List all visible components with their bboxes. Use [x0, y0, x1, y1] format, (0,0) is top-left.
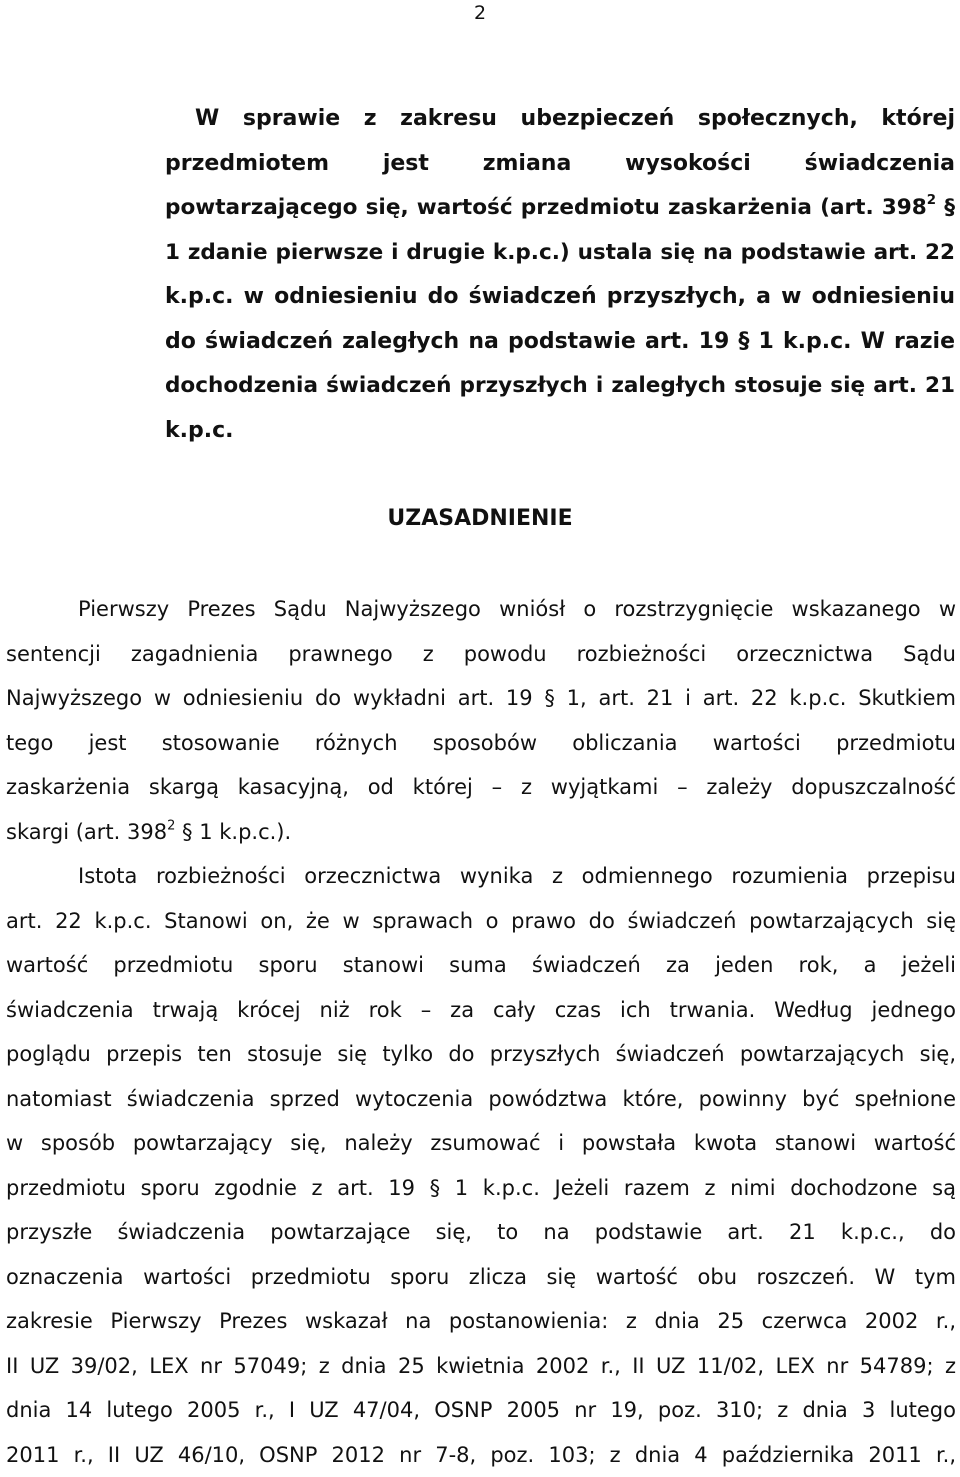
- body-line: skargi (art. $398^2$ § 1 k.p.c.).: [6, 810, 956, 855]
- thesis-line: dochodzenia świadczeń przyszłych i zaległych stosuje się art. 21: [165, 364, 955, 409]
- body-line: zakresie Pierwszy Prezes wskazał na postanowienia: z dnia 25 czerwca 2002 r.,: [6, 1299, 956, 1344]
- superscript: 2: [167, 818, 175, 833]
- body-line: poglądu przepis ten stosuje się tylko do przyszłych świadczeń powtarzających się,: [6, 1032, 956, 1077]
- thesis-line: W sprawie z zakresu ubezpieczeń społecznych, której: [165, 97, 955, 142]
- body-line: zaskarżenia skargą kasacyjną, od której – z wyjątkami – zależy dopuszczalność: [6, 765, 956, 810]
- body-line: świadczenia trwają krócej niż rok – za cały czas ich trwania. Według jednego: [6, 988, 956, 1033]
- superscript: 2: [927, 193, 936, 208]
- thesis-line: k.p.c.: [165, 409, 955, 454]
- thesis-line: przedmiotem jest zmiana wysokości świadczenia: [165, 142, 955, 187]
- body-line: natomiast świadczenia sprzed wytoczenia powództwa które, powinny być spełnione: [6, 1077, 956, 1122]
- body-line: przyszłe świadczenia powtarzające się, to na podstawie art. 21 k.p.c., do: [6, 1210, 956, 1255]
- section-title: UZASADNIENIE: [0, 497, 960, 541]
- body-line: sentencji zagadnienia prawnego z powodu rozbieżności orzecznictwa Sądu: [6, 632, 956, 677]
- body-line: wartość przedmiotu sporu stanowi suma świadczeń za jeden rok, a jeżeli: [6, 943, 956, 988]
- body-line: Pierwszy Prezes Sądu Najwyższego wniósł o rozstrzygnięcie wskazanego w: [6, 587, 956, 632]
- thesis-line: 1 zdanie pierwsze i drugie k.p.c.) ustala się na podstawie art. 22: [165, 231, 955, 276]
- body-line: 2011 r., II UZ 46/10, OSNP 2012 nr 7-8, poz. 103; z dnia 4 października 2011 r.,: [6, 1433, 956, 1477]
- thesis-line: powtarzającego się, wartość przedmiotu zaskarżenia (art. $398^2$ §: [165, 186, 955, 231]
- body-line: w sposób powtarzający się, należy zsumować i powstała kwota stanowi wartość: [6, 1121, 956, 1166]
- body-line: tego jest stosowanie różnych sposobów obliczania wartości przedmiotu: [6, 721, 956, 766]
- body-line: Najwyższego w odniesieniu do wykładni art. 19 § 1, art. 21 i art. 22 k.p.c. Skutkiem: [6, 676, 956, 721]
- thesis-line: k.p.c. w odniesieniu do świadczeń przyszłych, a w odniesieniu: [165, 275, 955, 320]
- body-line: oznaczenia wartości przedmiotu sporu zlicza się wartość obu roszczeń. W tym: [6, 1255, 956, 1300]
- body-line: II UZ 39/02, LEX nr 57049; z dnia 25 kwietnia 2002 r., II UZ 11/02, LEX nr 54789; z: [6, 1344, 956, 1389]
- body-line: przedmiotu sporu zgodnie z art. 19 § 1 k.p.c. Jeżeli razem z nimi dochodzone są: [6, 1166, 956, 1211]
- body-line: Istota rozbieżności orzecznictwa wynika z odmiennego rozumienia przepisu: [6, 854, 956, 899]
- justification-body: [6, 587, 956, 1477]
- thesis-line: do świadczeń zaległych na podstawie art. 19 § 1 k.p.c. W razie: [165, 320, 955, 365]
- page-number: 2: [0, 2, 960, 24]
- body-line: dnia 14 lutego 2005 r., I UZ 47/04, OSNP 2005 nr 19, poz. 310; z dnia 3 lutego: [6, 1388, 956, 1433]
- body-line: art. 22 k.p.c. Stanowi on, że w sprawach o prawo do świadczeń powtarzających się: [6, 899, 956, 944]
- thesis-paragraph: [165, 97, 955, 453]
